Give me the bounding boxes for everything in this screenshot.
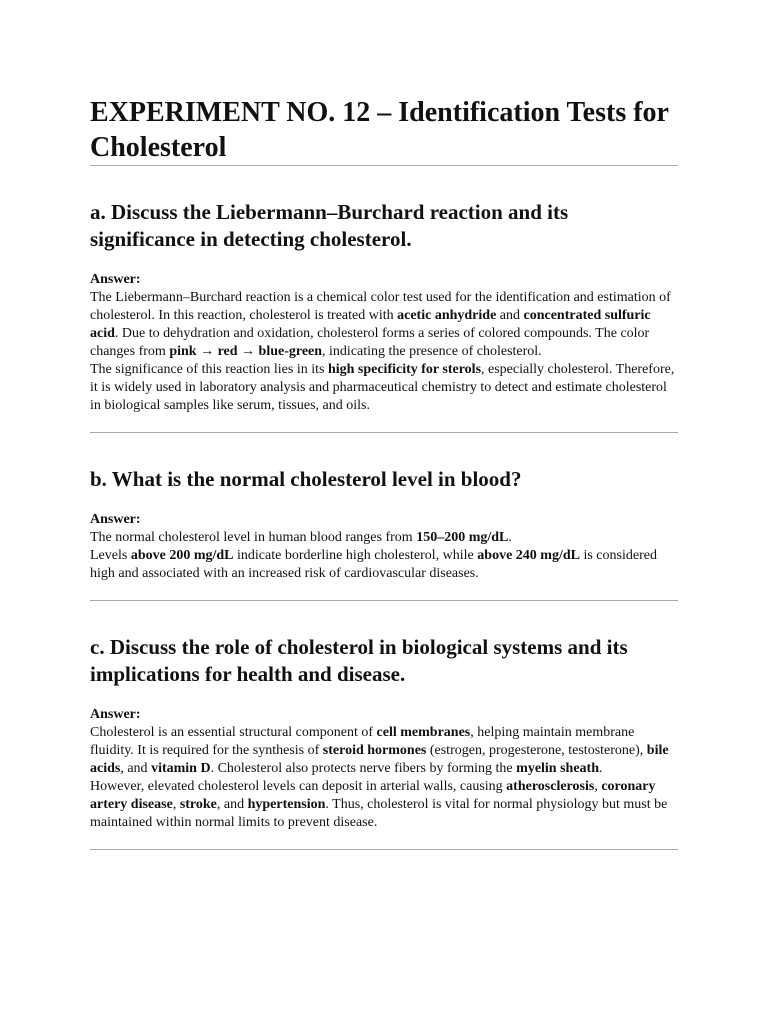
key-term: red [217,344,238,359]
question-heading: c. Discuss the role of cholesterol in biological systems and its implications for health and disease. [90,635,628,686]
answer-text: and [496,308,524,323]
arrow-glyph: → [237,344,259,359]
answer-paragraph [90,529,678,547]
answer-text: Cholesterol is an essential structural component of [90,725,377,740]
key-term: blue-green [258,344,323,359]
answer-text: . [599,761,603,776]
answer-text: , helping maintain membrane fluidity. It is required for the synthesis of [90,725,635,758]
question-heading: a. Discuss the Liebermann–Burchard reaction and its significance in detecting cholesterol. [90,200,569,251]
answer-text: is considered high and associated with an increased risk of cardiovascular diseases. [90,548,657,581]
key-term: hypertension [247,797,326,812]
answer-text: The Liebermann–Burchard reaction is a chemical color test used for the identification and estimation of cholesterol. In this reaction, cholesterol is treated with [90,290,671,323]
answer-text: , and [216,797,248,812]
answer-text: , [594,779,602,794]
answer-text: , [172,797,180,812]
answer-paragraph [90,547,678,583]
key-term: pink [169,344,197,359]
answer-paragraph [90,778,678,832]
title-divider [90,165,678,166]
answer-text: , especially cholesterol. Therefore, it is widely used in laboratory analysis and pharmaceutical chemistry to detect and estimate cholesterol in biological samples like serum, tissues, and oils. [90,362,675,413]
answer-text: . Cholesterol also protects nerve fibers by forming the [210,761,517,776]
answer-text: indicate borderline high cholesterol, while [233,548,478,563]
key-term: bile acids [90,743,669,776]
section-divider [90,432,678,433]
key-term: above 200 mg/dL [130,548,234,563]
answer-text: However, elevated cholesterol levels can deposit in arterial walls, causing [90,779,507,794]
section-c [90,634,678,850]
answer-text: , indicating the presence of cholesterol. [322,344,542,359]
answer-text: The significance of this reaction lies in its [90,362,328,377]
answer-text: . [508,530,512,545]
section-divider [90,849,678,850]
section-divider [90,600,678,601]
answer-label: Answer: [90,707,141,722]
key-term: high specificity for sterols [327,362,482,377]
key-term: concentrated sulfuric acid [90,308,651,341]
section-b [90,466,678,601]
key-term: above 240 mg/dL [477,548,580,563]
section-a [90,199,678,433]
arrow-glyph: → [196,344,218,359]
key-term: stroke [179,797,217,812]
key-term: cell membranes [376,725,471,740]
key-term: 150–200 mg/dL [416,530,509,545]
question-heading: b. What is the normal cholesterol level in blood? [90,467,522,491]
key-term: atherosclerosis [506,779,595,794]
key-term: vitamin D [151,761,211,776]
answer-text: , and [120,761,152,776]
key-term: coronary artery disease [90,779,656,812]
answer-paragraph [90,724,678,778]
key-term: acetic anhydride [397,308,497,323]
answer-text: Levels [90,548,131,563]
key-term: myelin sheath [516,761,599,776]
answer-text: (estrogen, progesterone, testosterone), [426,743,647,758]
document-title: EXPERIMENT NO. 12 – Identification Tests for Cholesterol [90,97,669,163]
document-page [90,95,678,850]
answer-text: . Thus, cholesterol is vital for normal physiology but must be maintained within normal limits to prevent disease. [90,797,668,830]
answer-text: The normal cholesterol level in human blood ranges from [90,530,417,545]
key-term: steroid hormones [322,743,427,758]
answer-text: . Due to dehydration and oxidation, cholesterol forms a series of colored compounds. The color changes from [90,326,650,359]
answer-paragraph [90,361,678,415]
answer-paragraph [90,289,678,361]
answer-label: Answer: [90,272,141,287]
answer-label: Answer: [90,512,141,527]
